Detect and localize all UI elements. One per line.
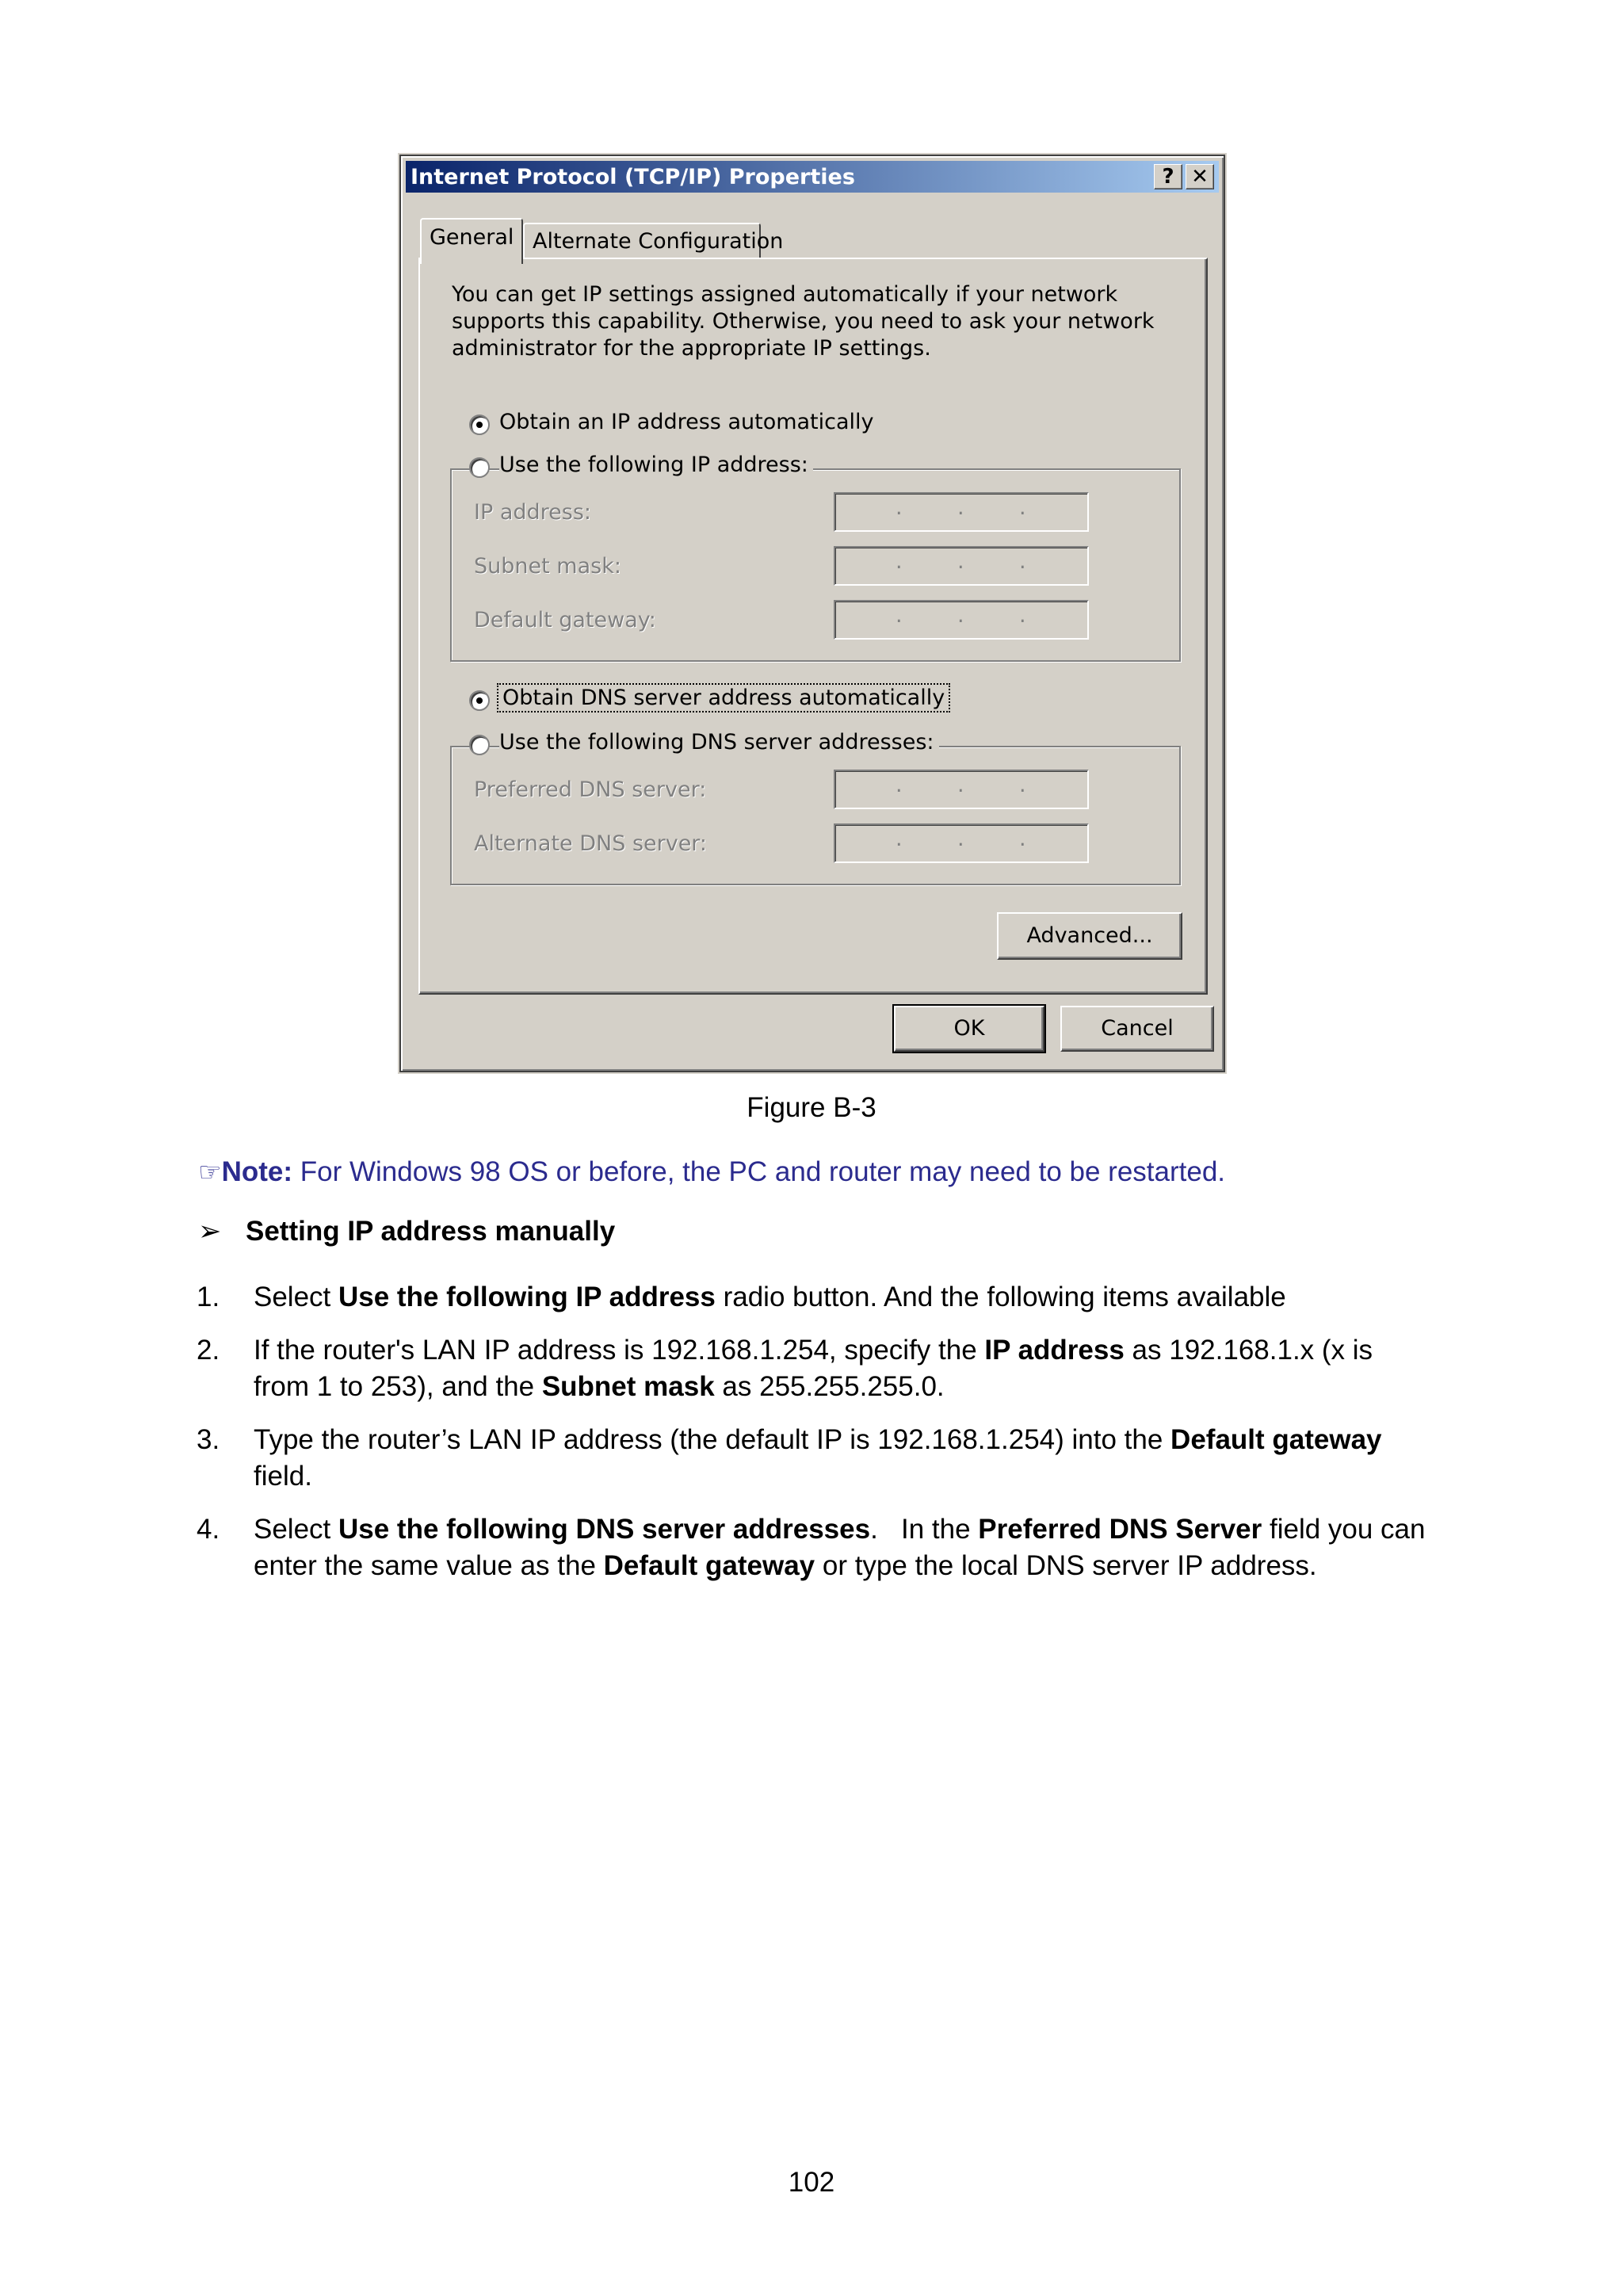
step-term: Default gateway xyxy=(1170,1424,1382,1455)
step-number: 4. xyxy=(197,1514,220,1545)
dialog-title-bar[interactable] xyxy=(406,161,1219,193)
obtain-ip-auto-label[interactable]: Obtain an IP address automatically xyxy=(499,410,879,434)
close-icon: ✕ xyxy=(1191,165,1209,189)
step-term: Preferred DNS Server xyxy=(978,1514,1262,1545)
list-item xyxy=(197,1511,1433,1584)
default-gateway-input[interactable]: . . . xyxy=(834,600,1089,640)
default-gateway-label: Default gateway: xyxy=(474,608,656,632)
step-text: Type the router’s LAN IP address (the default IP is 192.168.1.254) into the xyxy=(254,1424,1171,1455)
step-text: radio button. And the following items available xyxy=(715,1282,1286,1312)
obtain-dns-auto-label[interactable]: Obtain DNS server address automatically xyxy=(499,686,948,710)
ip-address-input[interactable]: . . . xyxy=(834,492,1089,532)
list-item xyxy=(197,1279,1433,1316)
steps-list xyxy=(197,1279,1433,1601)
dialog-title: Internet Protocol (TCP/IP) Properties xyxy=(411,165,855,189)
step-text: . In the xyxy=(870,1514,979,1545)
use-following-ip-radio[interactable] xyxy=(469,457,490,478)
note xyxy=(198,1156,1225,1188)
step-text: If the router's LAN IP address is 192.168.1.254, specify the xyxy=(254,1335,985,1366)
step-term: Subnet mask xyxy=(541,1371,715,1402)
tab-alternate-configuration[interactable]: Alternate Configuration xyxy=(523,223,761,258)
list-item xyxy=(197,1422,1433,1495)
pointing-hand-icon: ☞ xyxy=(198,1157,222,1186)
general-tab-panel xyxy=(418,258,1208,995)
section-heading xyxy=(198,1216,615,1247)
list-item xyxy=(197,1332,1433,1405)
subnet-mask-input[interactable]: . . . xyxy=(834,546,1089,586)
step-text: Select xyxy=(254,1282,338,1312)
ok-button[interactable]: OK xyxy=(894,1006,1044,1052)
step-term: IP address xyxy=(984,1335,1125,1366)
step-number: 1. xyxy=(197,1282,220,1312)
subnet-mask-label: Subnet mask: xyxy=(474,554,621,579)
use-following-dns-radio[interactable] xyxy=(469,735,490,755)
help-icon: ? xyxy=(1162,165,1174,189)
obtain-ip-auto-radio[interactable] xyxy=(469,415,490,435)
help-button[interactable] xyxy=(1154,164,1182,189)
use-following-dns-label[interactable]: Use the following DNS server addresses: xyxy=(499,730,939,755)
step-text: as 192.168.1.x (x is from 1 to 253), and the xyxy=(254,1335,1373,1402)
step-text: field you can enter the same value as the xyxy=(254,1514,1426,1581)
manual-dns-group xyxy=(450,746,1181,885)
alternate-dns-label: Alternate DNS server: xyxy=(474,831,708,856)
close-button[interactable] xyxy=(1186,164,1214,189)
alternate-dns-input[interactable]: . . . xyxy=(834,823,1089,863)
page-number: 102 xyxy=(788,2167,835,2198)
step-text: field. xyxy=(254,1461,312,1492)
arrow-bullet-icon: ➢ xyxy=(198,1216,222,1247)
step-text: or type the local DNS server IP address. xyxy=(815,1550,1317,1581)
preferred-dns-label: Preferred DNS server: xyxy=(474,777,707,802)
note-text: For Windows 98 OS or before, the PC and router may need to be restarted. xyxy=(300,1156,1226,1187)
use-following-ip-label[interactable]: Use the following IP address: xyxy=(499,453,813,477)
preferred-dns-input[interactable]: . . . xyxy=(834,770,1089,809)
step-term: Use the following DNS server addresses xyxy=(338,1514,871,1545)
tcpip-properties-dialog xyxy=(399,155,1225,1072)
step-number: 2. xyxy=(197,1335,220,1366)
figure-caption: Figure B-3 xyxy=(747,1092,876,1123)
settings-description: You can get IP settings assigned automatically if your network supports this capability. Otherwise, you need to ask your network administrator for the appropriate IP settings. xyxy=(452,282,1155,361)
step-text: as 255.255.255.0. xyxy=(714,1371,945,1402)
step-term: Use the following IP address xyxy=(338,1282,716,1312)
cancel-button[interactable]: Cancel xyxy=(1060,1006,1214,1052)
note-label: Note: xyxy=(221,1156,293,1187)
step-term: Default gateway xyxy=(603,1550,815,1581)
obtain-dns-auto-radio[interactable] xyxy=(469,690,490,711)
ip-address-label: IP address: xyxy=(474,500,591,525)
step-number: 3. xyxy=(197,1424,220,1455)
advanced-button[interactable]: Advanced... xyxy=(997,912,1182,960)
section-heading-text: Setting IP address manually xyxy=(246,1216,616,1247)
step-text: Select xyxy=(254,1514,338,1545)
tab-general[interactable]: General xyxy=(420,218,523,264)
